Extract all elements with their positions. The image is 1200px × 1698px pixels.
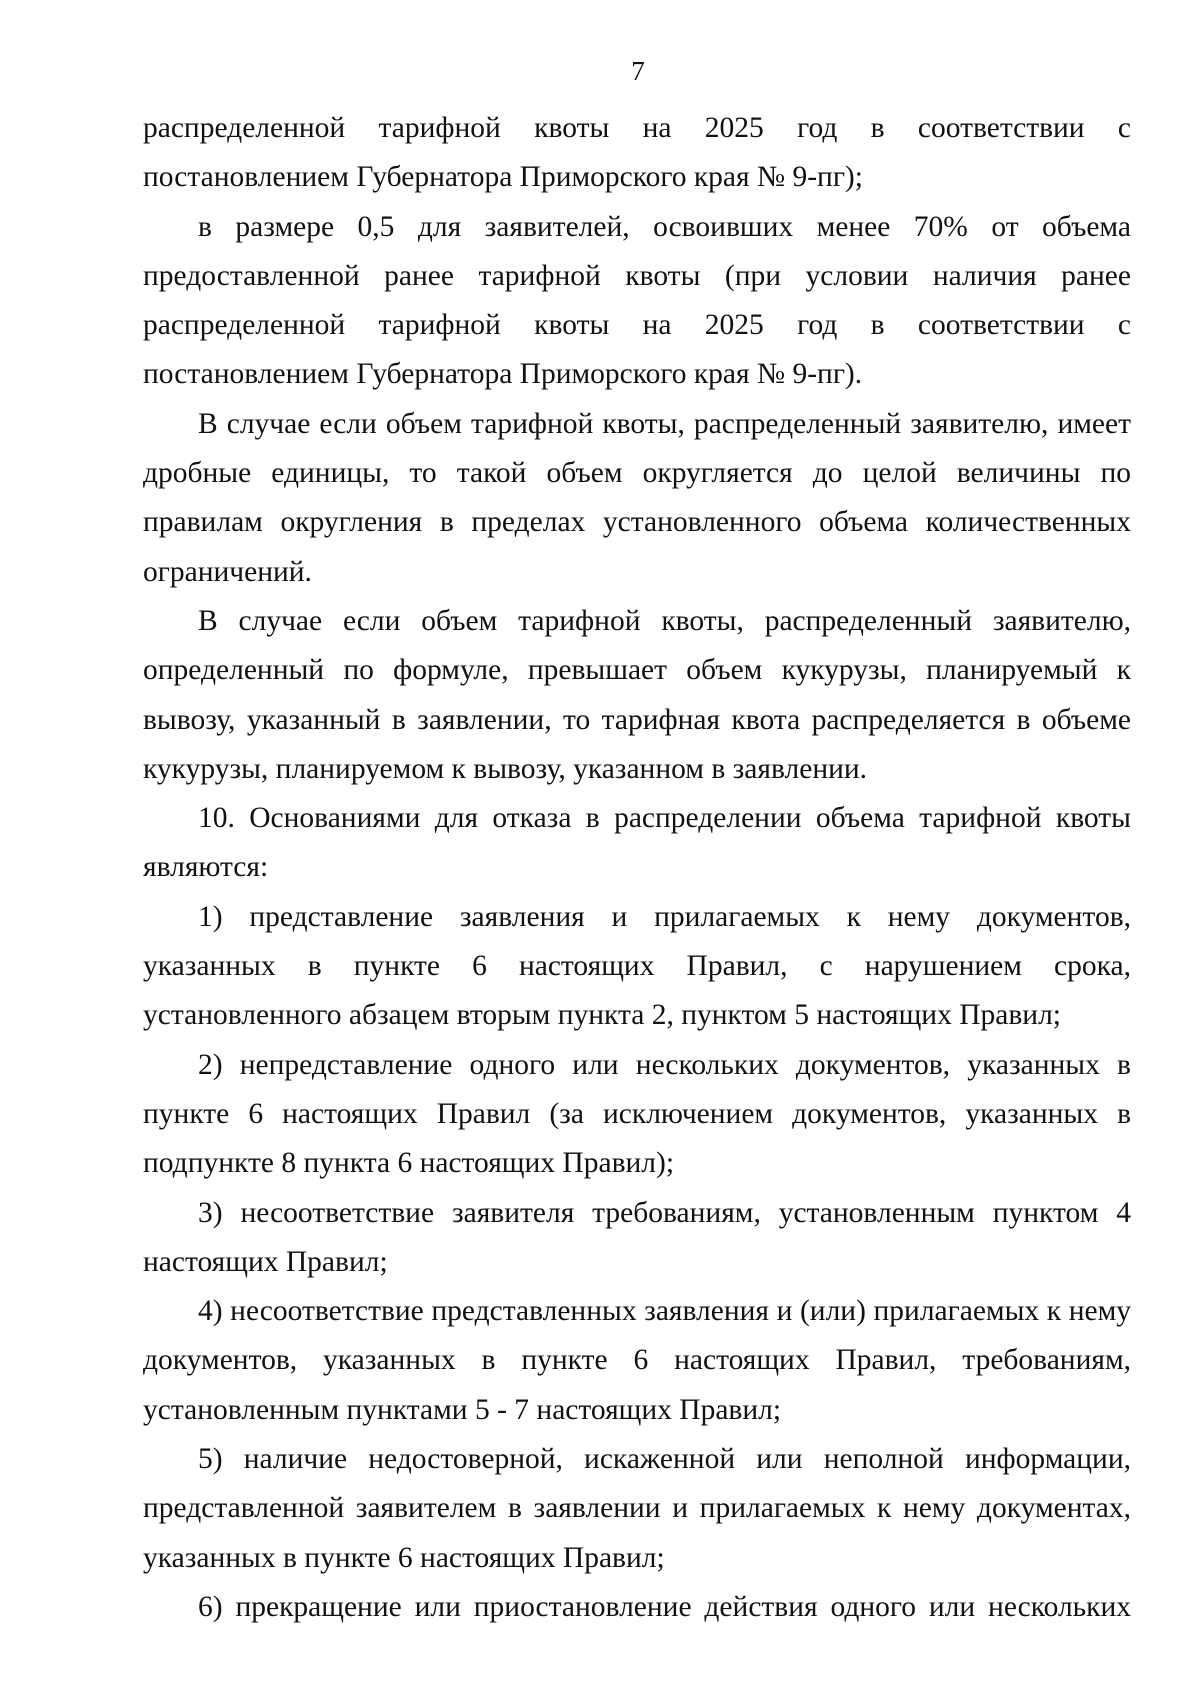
paragraph: В случае если объем тарифной квоты, распределенный заявителю, определенный по формуле, превышает объем кукурузы, планируемый к вывозу, указанный в заявлении, то тарифная квота распределяется в объеме кукурузы, планируемом к вывозу, указанном в заявлении.	[143, 604, 1131, 785]
paragraph: 3) несоответствие заявителя требованиям, установленным пунктом 4 настоящих Правил;	[143, 1196, 1131, 1278]
paragraph: 4) несоответствие представленных заявления и (или) прилагаемых к нему документов, указанных в пункте 6 настоящих Правил, требованиям, установленным пунктами 5 - 7 настоящих Правил;	[143, 1295, 1131, 1426]
document-body	[143, 104, 1131, 1632]
paragraph: 2) непредставление одного или нескольких документов, указанных в пункте 6 настоящих Правил (за исключением документов, указанных в подпункте 8 пункта 6 настоящих Правил);	[143, 1048, 1131, 1180]
paragraph: распределенной тарифной квоты на 2025 год в соответствии с постановлением Губернатора Приморского края № 9-пг);	[143, 112, 1131, 194]
paragraph: 1) представление заявления и прилагаемых к нему документов, указанных в пункте 6 настоящих Правил, с нарушением срока, установленного абзацем вторым пункта 2, пунктом 5 настоящих Правил;	[143, 900, 1131, 1032]
page-number: 7	[631, 56, 645, 86]
paragraph: 5) наличие недостоверной, искаженной или неполной информации, представленной заявителем в заявлении и прилагаемых к нему документах, указанных в пункте 6 настоящих Правил;	[143, 1443, 1131, 1574]
paragraph: 10. Основаниями для отказа в распределении объема тарифной квоты являются:	[143, 802, 1131, 884]
paragraph: 6) прекращение или приостановление действия одного или нескольких	[198, 1590, 1131, 1623]
paragraph: В случае если объем тарифной квоты, распределенный заявителю, имеет дробные единицы, то такой объем округляется до целой величины по правилам округления в пределах установленного объема количественных ограничений.	[143, 407, 1131, 588]
paragraph: в размере 0,5 для заявителей, освоивших менее 70% от объема предоставленной ранее тарифной квоты (при условии наличия ранее распределенной тарифной квоты на 2025 год в соответствии с постановлением Губернатора Приморского края № 9-пг).	[143, 210, 1131, 391]
